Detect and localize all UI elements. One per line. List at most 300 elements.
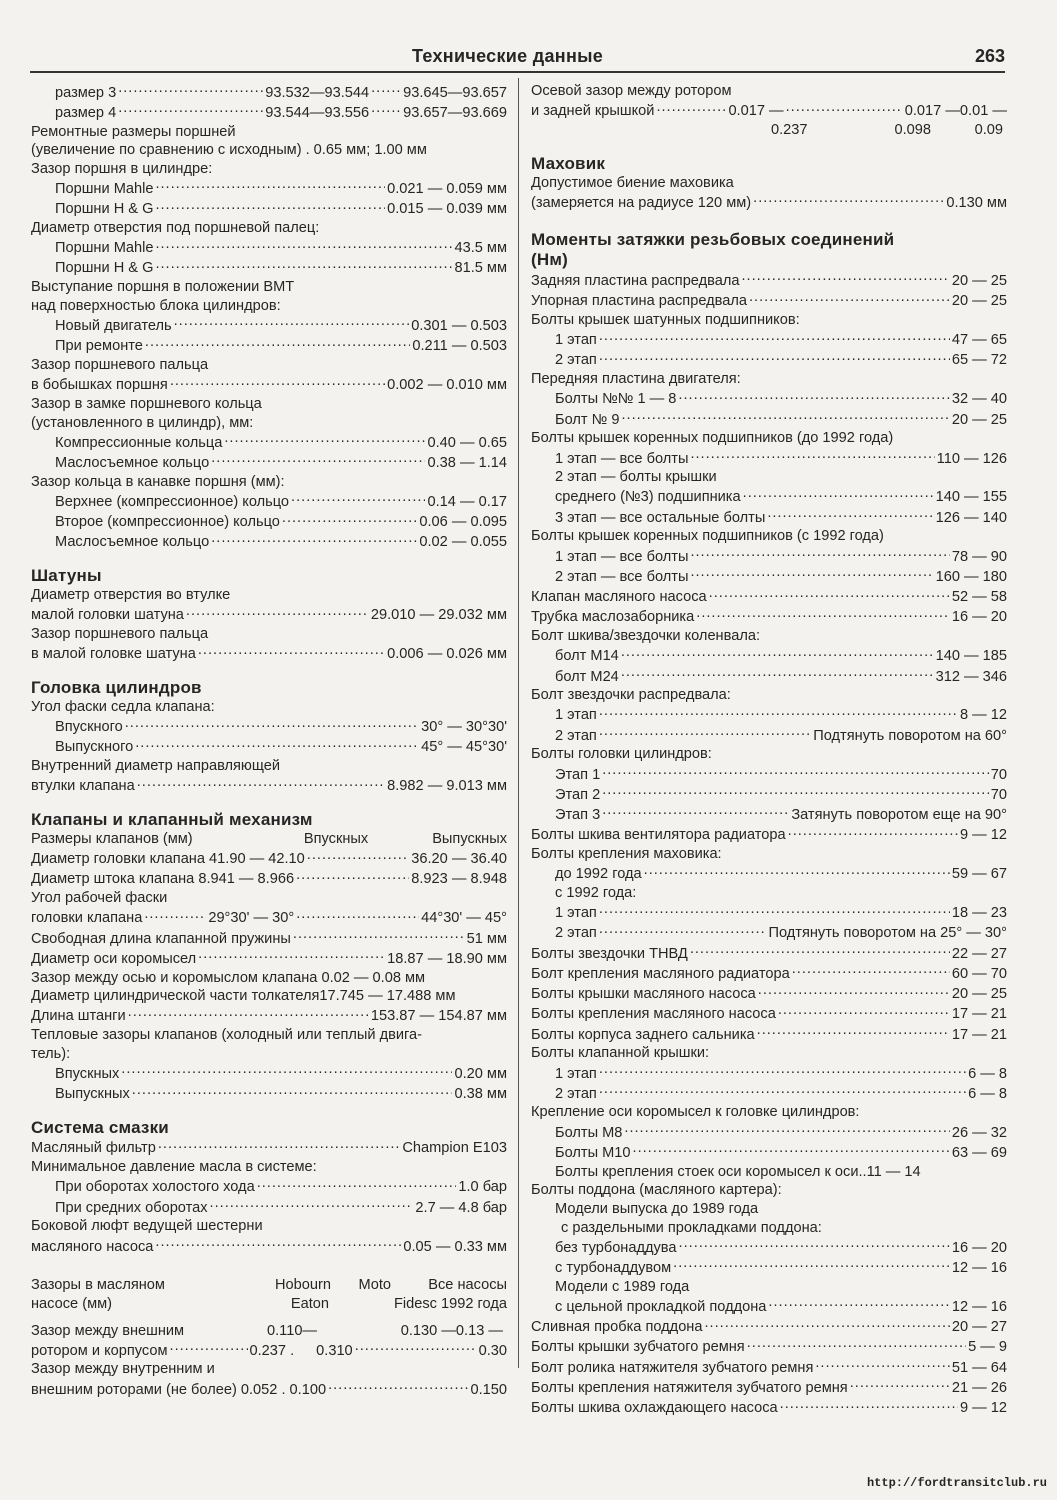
spec-value: 21 — 26 xyxy=(951,1379,1007,1396)
spec-label: над поверхностью блока цилиндров: xyxy=(31,297,281,314)
spec-value: 1.0 бар xyxy=(458,1179,507,1196)
leader-dots xyxy=(709,587,950,602)
spec-row xyxy=(31,737,507,757)
spec-row xyxy=(531,566,1007,586)
table-cell: Зазор между внешним xyxy=(31,1322,185,1339)
spec-value: 0.02 — 0.055 xyxy=(419,534,507,551)
leader-dots xyxy=(749,291,950,306)
spec-label: головки клапана xyxy=(31,910,143,927)
spec-value: 51 мм xyxy=(466,930,507,947)
spec-row xyxy=(31,869,507,889)
spec-label: Упорная пластина распредвала xyxy=(531,293,747,310)
spec-label: Этап 3 xyxy=(555,807,601,824)
leader-dots xyxy=(690,448,934,463)
spec-row xyxy=(531,330,1007,350)
leader-dots xyxy=(371,82,401,97)
leader-dots xyxy=(355,1340,477,1355)
spec-value: 0.237 xyxy=(771,121,808,138)
spec-label: Задняя пластина распредвала xyxy=(531,273,740,290)
spec-value: 12 — 16 xyxy=(951,1260,1007,1277)
spec-row xyxy=(531,192,1007,212)
spec-value: 0.14 — 0.17 xyxy=(427,493,507,510)
section-title: (Нм) xyxy=(531,250,568,270)
leader-dots xyxy=(211,532,417,547)
leader-dots xyxy=(210,1197,414,1212)
spec-value: 43.5 мм xyxy=(454,240,507,257)
spec-row xyxy=(31,1138,507,1158)
table-header: насосе (мм) xyxy=(31,1295,113,1312)
spec-label: Сливная пробка поддона xyxy=(531,1319,703,1336)
table-cell: 0.237 . xyxy=(249,1342,295,1359)
spec-row xyxy=(531,984,1007,1004)
leader-dots xyxy=(155,178,385,193)
spec-value: 17 — 21 xyxy=(951,1006,1007,1023)
spec-label: размер 3 xyxy=(55,84,117,101)
spec-value: 9 — 12 xyxy=(959,1400,1007,1417)
spec-group xyxy=(31,717,507,758)
spec-group xyxy=(31,928,507,1026)
spec-row xyxy=(31,776,507,796)
leader-dots xyxy=(768,1296,949,1311)
spec-label: Болты клапанной крышки: xyxy=(531,1045,710,1062)
table-cell: 0.150 xyxy=(470,1381,507,1398)
spec-row xyxy=(531,1337,1007,1357)
spec-value: 29°30' — 30° xyxy=(208,910,295,927)
spec-label: Диаметр головки клапана 41.90 — 42.10 xyxy=(31,851,305,868)
spec-row xyxy=(531,864,1007,884)
spec-label: Крепление оси коромысел к головке цилиндров: xyxy=(531,1104,860,1121)
spec-row xyxy=(531,1357,1007,1377)
leader-dots xyxy=(118,102,263,117)
spec-label: Зазор поршневого пальца xyxy=(31,356,209,373)
spec-label: Болт ролика натяжителя зубчатого ремня xyxy=(531,1359,814,1376)
spec-label: (установленного в цилиндр), мм: xyxy=(31,414,254,431)
spec-value: 78 — 90 xyxy=(951,548,1007,565)
spec-label: Внутренний диаметр направляющей xyxy=(31,758,280,775)
spec-value: 0.130 мм xyxy=(946,194,1007,211)
spec-row xyxy=(31,1084,507,1104)
spec-value: 0.015 — 0.039 мм xyxy=(387,201,507,218)
spec-label: Выступание поршня в положении ВМТ xyxy=(31,279,295,296)
spec-label: Зазор между осью и коромыслом клапана 0.02 — 0.08 мм xyxy=(31,969,426,986)
table-cell: 0.310 xyxy=(316,1342,353,1359)
spec-row xyxy=(31,82,507,102)
spec-group xyxy=(31,178,507,219)
spec-label: Компрессионные кольца xyxy=(55,434,223,451)
spec-value: 70 xyxy=(990,786,1007,803)
spec-row xyxy=(31,432,507,452)
spec-value: 93.657—93.669 xyxy=(403,104,507,121)
leader-dots xyxy=(602,764,989,779)
spec-label: Поршни H & G xyxy=(55,260,154,277)
spec-label: Диаметр отверстия под поршневой палец: xyxy=(31,219,320,236)
spec-label: Боковой люфт ведущей шестерни xyxy=(31,1218,263,1235)
spec-value: 2.7 — 4.8 бар xyxy=(415,1199,507,1216)
spec-label: Осевой зазор между ротором xyxy=(531,83,732,99)
spec-value: 16 — 20 xyxy=(951,609,1007,626)
leader-dots xyxy=(599,1083,966,1098)
spec-label: 1 этап xyxy=(555,707,597,724)
spec-value: 0.301 — 0.503 xyxy=(411,318,507,335)
spec-label: Болты крышки зубчатого ремня xyxy=(531,1339,745,1356)
spec-label: Модели с 1989 года xyxy=(555,1278,690,1295)
leader-dots xyxy=(767,507,933,522)
spec-value: 20 — 25 xyxy=(951,411,1007,428)
leader-dots xyxy=(673,1257,950,1272)
leader-dots xyxy=(145,336,410,351)
leader-dots xyxy=(778,1004,950,1019)
leader-dots xyxy=(599,350,950,365)
spec-row xyxy=(531,546,1007,566)
spec-row xyxy=(31,1236,507,1256)
spec-value: Подтянуть поворотом на 60° xyxy=(813,727,1007,744)
site-url: http://fordtransitclub.ru xyxy=(866,1476,1047,1490)
spec-value: 20 — 25 xyxy=(951,293,1007,310)
spec-value: 8.923 — 8.948 xyxy=(411,871,507,888)
spec-value: 8 — 12 xyxy=(959,707,1007,724)
spec-row xyxy=(531,666,1007,686)
table-row xyxy=(31,1322,507,1341)
spec-row xyxy=(531,1257,1007,1277)
leader-dots xyxy=(621,666,934,681)
section-title: Головка цилиндров xyxy=(31,677,202,697)
spec-value: 52 — 58 xyxy=(951,589,1007,606)
spec-label: Поршни Mahle xyxy=(55,181,154,198)
leader-dots xyxy=(696,607,950,622)
leader-dots xyxy=(328,1379,468,1394)
spec-label: с цельной прокладкой поддона xyxy=(555,1298,767,1315)
leader-dots xyxy=(599,725,811,740)
spec-value: Champion E103 xyxy=(402,1140,507,1157)
spec-label: Минимальное давление масла в системе: xyxy=(31,1159,317,1176)
leader-dots xyxy=(690,546,949,561)
leader-dots xyxy=(599,330,950,345)
spec-label: При оборотах холостого хода xyxy=(55,1179,255,1196)
spec-label: Маслосъемное кольцо xyxy=(55,455,210,471)
spec-label: 2 этап xyxy=(555,925,597,942)
section-title: Маховик xyxy=(531,153,606,173)
spec-value: 47 — 65 xyxy=(951,332,1007,349)
spec-row xyxy=(31,928,507,948)
spec-label: Болты крышек коренных подшипников (до 1992 года) xyxy=(531,430,894,447)
spec-label: 2 этап xyxy=(555,352,597,369)
table-cell: внешним роторами (не более) 0.052 . 0.100 xyxy=(31,1381,327,1398)
spec-value: 6 — 8 xyxy=(968,1065,1007,1082)
table-cell: Зазор между внутренним и xyxy=(31,1361,215,1378)
spec-row xyxy=(31,849,507,869)
spec-value: 32 — 40 xyxy=(951,391,1007,408)
table-cell: 0.30 xyxy=(478,1342,507,1359)
spec-label: Угол фаски седла клапана: xyxy=(31,698,215,715)
column-divider xyxy=(518,78,519,1368)
spec-value: 29.010 — 29.032 мм xyxy=(370,607,507,624)
leader-dots xyxy=(656,101,726,116)
spec-label: Выпускного xyxy=(55,739,134,756)
leader-dots xyxy=(780,1398,958,1413)
page-header xyxy=(30,44,1005,76)
spec-label: Диаметр оси коромысел xyxy=(31,950,197,967)
leader-dots xyxy=(690,943,950,958)
spec-value: 6 — 8 xyxy=(968,1085,1007,1102)
leader-dots xyxy=(198,644,385,659)
spec-value: 60 — 70 xyxy=(951,965,1007,982)
valve-size-header xyxy=(31,830,507,849)
table-cell: 0.110— xyxy=(267,1322,318,1339)
leader-dots xyxy=(155,238,452,253)
spec-label: Болты крепления маховика: xyxy=(531,845,722,862)
leader-dots xyxy=(174,315,410,330)
leader-dots xyxy=(118,82,263,97)
spec-label: 1 этап — все болты xyxy=(555,450,689,467)
spec-label: Болт крепления масляного радиатора xyxy=(531,965,790,982)
spec-value: Подтянуть поворотом на 25° — 30° xyxy=(768,925,1007,942)
leader-dots xyxy=(679,1237,950,1252)
spec-value: 140 — 185 xyxy=(935,648,1007,665)
spec-value: . 0.65 мм; 1.00 мм xyxy=(305,142,427,159)
leader-dots xyxy=(155,199,385,214)
spec-row xyxy=(531,1237,1007,1257)
leader-dots xyxy=(211,452,425,467)
spec-value: 16 — 20 xyxy=(951,1239,1007,1256)
spec-value: 45° — 45°30' xyxy=(421,739,507,756)
leader-dots xyxy=(678,389,949,404)
leader-dots xyxy=(155,258,452,273)
spec-row xyxy=(31,375,507,395)
spec-row xyxy=(31,512,507,532)
spec-row xyxy=(31,532,507,552)
leader-dots xyxy=(155,1236,401,1251)
spec-value: 65 — 72 xyxy=(951,352,1007,369)
spec-label: 3 этап — все остальные болты xyxy=(555,509,766,526)
spec-value: 9 — 12 xyxy=(959,827,1007,844)
spec-label: Угол рабочей фаски xyxy=(31,890,168,907)
spec-label: Болты М8 xyxy=(555,1124,623,1141)
spec-group xyxy=(31,491,507,552)
leader-dots xyxy=(198,948,385,963)
spec-label: Зазор поршневого пальца xyxy=(31,625,209,642)
spec-row xyxy=(31,605,507,625)
leader-dots xyxy=(741,270,949,285)
table-header: Все насосы xyxy=(428,1277,507,1294)
spec-label: Болты №№ 1 — 8 xyxy=(555,391,677,408)
spec-label: среднего (№3) подшипника xyxy=(555,489,741,506)
spec-label: Болты крышки масляного насоса xyxy=(531,986,756,1003)
table-header: Moto xyxy=(358,1277,391,1294)
spec-label: в малой головке шатуна xyxy=(31,646,196,663)
spec-value: 0.017 — xyxy=(728,103,784,120)
leader-dots xyxy=(121,1063,452,1078)
spec-label: малой головки шатуна xyxy=(31,607,184,624)
spec-label: Впускного xyxy=(55,719,123,736)
spec-row xyxy=(531,1083,1007,1103)
spec-value: 20 — 27 xyxy=(951,1319,1007,1336)
spec-row xyxy=(31,491,507,511)
leader-dots xyxy=(170,375,385,390)
spec-row xyxy=(531,291,1007,311)
leader-dots xyxy=(599,903,950,918)
spec-row xyxy=(531,784,1007,804)
spec-group xyxy=(31,849,507,890)
leader-dots xyxy=(621,646,934,661)
leader-dots xyxy=(137,776,385,791)
spec-label: 2 этап xyxy=(555,727,597,744)
spec-row xyxy=(531,1296,1007,1316)
spec-value: 18.87 — 18.90 мм xyxy=(387,950,507,967)
spec-label: Клапан масляного насоса xyxy=(531,589,707,606)
spec-row xyxy=(531,270,1007,290)
spec-group xyxy=(31,1063,507,1104)
spec-row xyxy=(531,487,1007,507)
table-header: Eaton xyxy=(290,1295,329,1312)
spec-row xyxy=(531,507,1007,527)
spec-row xyxy=(31,336,507,356)
spec-value: 59 — 67 xyxy=(951,866,1007,883)
leader-dots xyxy=(282,512,417,527)
spec-row xyxy=(531,1024,1007,1044)
leader-dots xyxy=(792,963,950,978)
table-row xyxy=(31,1379,507,1399)
spec-value: 0.06 — 0.095 xyxy=(419,514,507,531)
spec-label: Модели выпуска до 1989 года xyxy=(555,1200,759,1217)
spec-row xyxy=(531,121,1007,140)
spec-row xyxy=(31,178,507,198)
spec-row xyxy=(31,452,507,472)
spec-row xyxy=(531,903,1007,923)
spec-row xyxy=(531,764,1007,784)
spec-row xyxy=(531,1377,1007,1397)
spec-value: 30° — 30°30' xyxy=(421,719,507,736)
spec-label: Этап 2 xyxy=(555,786,601,803)
spec-value: 22 — 27 xyxy=(951,945,1007,962)
section-title: Клапаны и клапанный механизм xyxy=(31,809,313,829)
spec-label: без турбонаддува xyxy=(555,1239,677,1256)
leader-dots xyxy=(257,1177,457,1192)
spec-value: 0.021 — 0.059 мм xyxy=(387,181,507,198)
spec-label: Допустимое биение маховика xyxy=(531,174,734,191)
column-header: Впускных xyxy=(303,830,369,847)
spec-label: Длина штанги xyxy=(31,1008,126,1025)
spec-value: 0.006 — 0.026 мм xyxy=(387,646,507,663)
spec-value: 93.645—93.657 xyxy=(403,84,507,101)
spec-value: 140 — 155 xyxy=(935,489,1007,506)
spec-label: втулки клапана xyxy=(31,778,135,795)
leader-dots xyxy=(132,1084,453,1099)
spec-label: с 1992 года: xyxy=(555,884,637,901)
leader-dots xyxy=(224,432,425,447)
spec-row xyxy=(531,725,1007,745)
leader-dots xyxy=(296,869,409,884)
spec-value: 81.5 мм xyxy=(454,260,507,277)
spec-row xyxy=(31,1063,507,1083)
spec-label: Болты крышек шатунных подшипников: xyxy=(531,311,800,328)
leader-dots xyxy=(186,605,369,620)
spec-value: 126 — 140 xyxy=(935,509,1007,526)
leader-dots xyxy=(599,923,767,938)
spec-label: 2 этап — все болты xyxy=(555,568,689,585)
spec-row xyxy=(31,1177,507,1197)
section-title: Моменты затяжки резьбовых соединений xyxy=(531,230,895,250)
spec-label: 2 этап — болты крышки xyxy=(555,469,717,486)
spec-label: масляного насоса xyxy=(31,1238,154,1255)
spec-label: Болты корпуса заднего сальника xyxy=(531,1026,755,1043)
spec-value: 12 — 16 xyxy=(951,1298,1007,1315)
spec-label: Болты шкива охлаждающего насоса xyxy=(531,1400,778,1417)
spec-value: 0.002 — 0.010 мм xyxy=(387,377,507,394)
spec-row xyxy=(531,825,1007,845)
header-rule xyxy=(30,71,1005,73)
spec-value: 17 — 21 xyxy=(951,1026,1007,1043)
pump-table-header xyxy=(31,1295,507,1314)
spec-row xyxy=(531,1398,1007,1418)
spec-label: Диаметр штока клапана 8.941 — 8.966 xyxy=(31,871,295,888)
leader-dots xyxy=(621,409,949,424)
spec-row xyxy=(531,1142,1007,1162)
spec-label: Свободная длина клапанной пружины xyxy=(31,930,291,947)
spec-group xyxy=(31,1177,507,1218)
spec-label: Болты крышек коренных подшипников (с 1992 года) xyxy=(531,528,884,545)
leader-dots xyxy=(293,928,465,943)
spec-label: Размеры клапанов (мм) xyxy=(31,830,193,847)
section-title: Шатуны xyxy=(31,566,102,586)
spec-row xyxy=(531,1004,1007,1024)
leader-dots xyxy=(599,1063,966,1078)
spec-label: с раздельными прокладками поддона: xyxy=(561,1219,822,1236)
spec-row xyxy=(531,350,1007,370)
leader-dots xyxy=(747,1337,966,1352)
spec-value: Затянуть поворотом еще на 90° xyxy=(791,807,1007,824)
spec-label: Маслосъемное кольцо xyxy=(55,534,210,551)
spec-label: 1 этап xyxy=(555,332,597,349)
page-number: 263 xyxy=(974,46,1005,66)
leader-dots xyxy=(624,1122,949,1137)
spec-label: и задней крышкой xyxy=(531,103,655,120)
spec-value: 0.38 мм xyxy=(454,1086,507,1103)
spec-row xyxy=(531,943,1007,963)
spec-label: Передняя пластина двигателя: xyxy=(531,371,741,388)
leader-dots xyxy=(758,984,950,999)
table-cell: ротором и корпусом xyxy=(31,1342,168,1359)
spec-label: Зазор в замке поршневого кольца xyxy=(31,395,262,412)
spec-label: болт М24 xyxy=(555,668,619,685)
spec-value: 5 — 9 xyxy=(968,1339,1007,1356)
spec-value: 0.40 — 0.65 xyxy=(427,434,507,451)
spec-label: Болт № 9 xyxy=(555,411,620,428)
leader-dots xyxy=(602,804,789,819)
spec-label: Болты крепления натяжителя зубчатого ремня xyxy=(531,1379,848,1396)
spec-value: 20 — 25 xyxy=(951,273,1007,290)
spec-label: в бобышках поршня xyxy=(31,377,168,394)
spec-row xyxy=(31,948,507,968)
spec-label: Болт шкива/звездочки коленвала: xyxy=(531,628,761,644)
leader-dots xyxy=(599,705,958,720)
spec-value: 0.017 —0.01 — xyxy=(904,103,1007,120)
leader-dots xyxy=(307,849,409,864)
spec-label: Диаметр отверстия во втулке xyxy=(31,587,231,604)
column-header: Выпускных xyxy=(432,830,507,847)
spec-row xyxy=(31,717,507,737)
spec-value: 44°30' — 45° xyxy=(421,910,507,927)
leader-dots xyxy=(788,825,958,840)
page-title: Технические данные xyxy=(412,46,604,66)
leader-dots xyxy=(125,717,419,732)
spec-group xyxy=(31,315,507,356)
spec-label: (замеряется на радиусе 120 мм) xyxy=(531,194,752,211)
spec-row xyxy=(531,705,1007,725)
spec-group xyxy=(31,432,507,473)
spec-label: Болты шкива вентилятора радиатора xyxy=(531,827,786,844)
spec-row xyxy=(31,141,507,160)
spec-row xyxy=(31,258,507,278)
